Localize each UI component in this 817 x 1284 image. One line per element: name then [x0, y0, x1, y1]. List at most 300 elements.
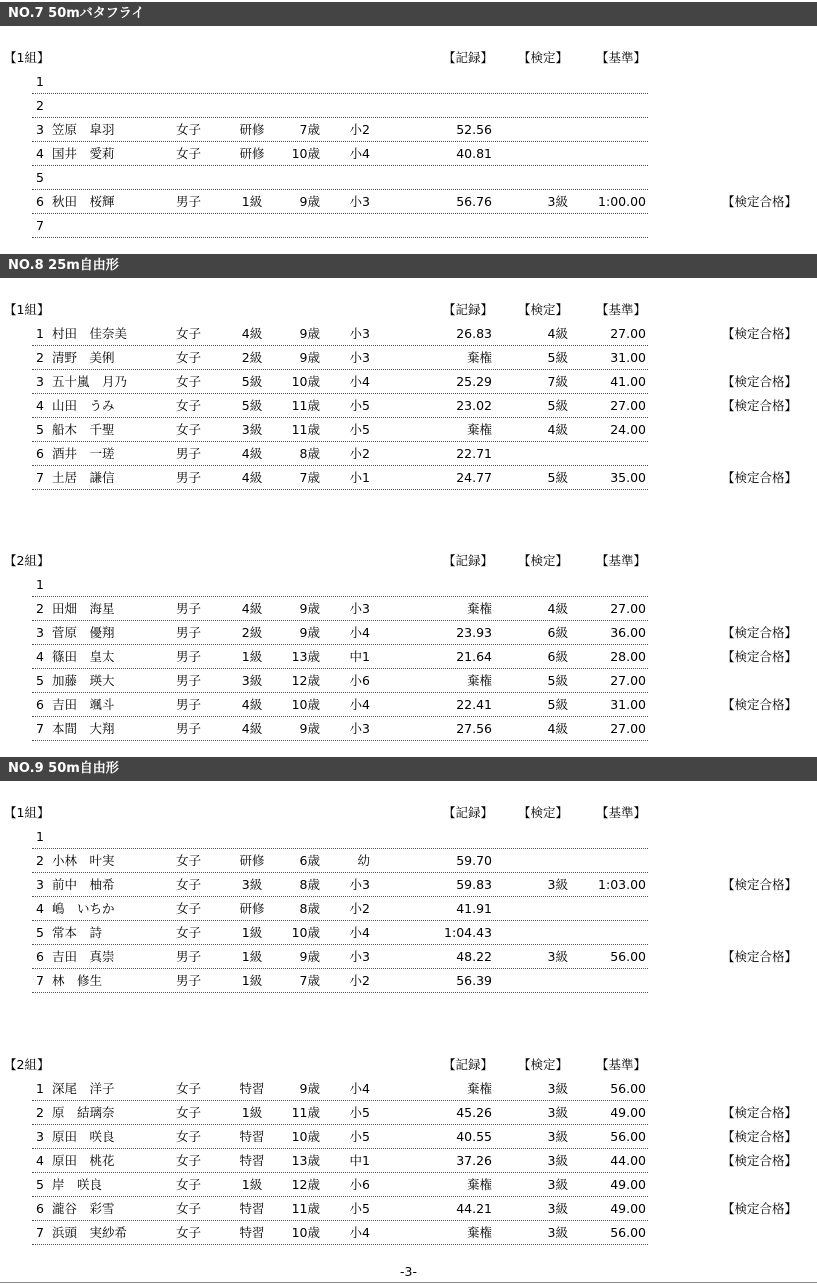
- record-cell: 44.21: [456, 1201, 492, 1216]
- age-cell: 9歳: [299, 326, 320, 341]
- qualify-cell: 4級: [547, 422, 568, 437]
- age-cell: 11歳: [291, 1105, 320, 1120]
- record-cell: 56.76: [456, 194, 492, 209]
- record-cell: 25.29: [456, 374, 492, 389]
- school-grade-cell: 小5: [349, 398, 370, 413]
- table-row: [0, 717, 817, 741]
- class-cell: 特習: [239, 1081, 265, 1096]
- class-cell: 4級: [241, 470, 263, 485]
- group-label: 【1組】: [4, 50, 50, 65]
- age-cell: 7歳: [299, 470, 320, 485]
- school-grade-cell: 小4: [349, 1081, 370, 1096]
- table-row: [0, 118, 817, 142]
- base-time-cell: 49.00: [610, 1201, 646, 1216]
- group-label: 【1組】: [4, 805, 50, 820]
- base-time-cell: 1:00.00: [598, 194, 646, 209]
- class-cell: 研修: [239, 853, 265, 868]
- age-cell: 6歳: [299, 853, 320, 868]
- result-badge: 【検定合格】: [722, 625, 798, 640]
- sex-cell: 女子: [176, 1225, 202, 1240]
- class-cell: 2級: [241, 350, 263, 365]
- table-row: [0, 346, 817, 370]
- swimmer-name: 笠原 皐羽: [52, 122, 115, 137]
- swimmer-name: 清野 美俐: [52, 350, 115, 365]
- school-grade-cell: 小3: [349, 721, 370, 736]
- lane-number: 4: [36, 146, 44, 161]
- qualify-cell: 3級: [547, 949, 568, 964]
- record-cell: 37.26: [456, 1153, 492, 1168]
- lane-number: 1: [36, 577, 44, 592]
- swimmer-name: 篠田 皇太: [52, 649, 115, 664]
- base-time-cell: 49.00: [610, 1177, 646, 1192]
- sex-cell: 女子: [176, 925, 202, 940]
- lane-number: 5: [36, 1177, 44, 1192]
- age-cell: 7歳: [299, 973, 320, 988]
- table-row: [0, 597, 817, 621]
- table-row: [0, 825, 817, 849]
- table-row: [0, 142, 817, 166]
- age-cell: 10歳: [291, 374, 320, 389]
- base-time-cell: 56.00: [610, 1225, 646, 1240]
- record-cell: 48.22: [456, 949, 492, 964]
- page-number: -3-: [400, 1264, 417, 1279]
- sex-cell: 女子: [176, 1105, 202, 1120]
- lane-number: 2: [36, 601, 44, 616]
- qualify-cell: 5級: [547, 470, 568, 485]
- class-cell: 4級: [241, 446, 263, 461]
- table-row: [0, 645, 817, 669]
- lane-number: 1: [36, 326, 44, 341]
- table-row: [0, 849, 817, 873]
- table-row: [0, 214, 817, 238]
- sex-cell: 男子: [176, 949, 202, 964]
- table-row: [0, 921, 817, 945]
- lane-number: 2: [36, 98, 44, 113]
- class-cell: 1級: [241, 1177, 263, 1192]
- table-row: [0, 370, 817, 394]
- table-row: [0, 573, 817, 597]
- base-time-cell: 49.00: [610, 1105, 646, 1120]
- age-cell: 10歳: [291, 1225, 320, 1240]
- lane-number: 2: [36, 350, 44, 365]
- school-grade-cell: 小4: [349, 697, 370, 712]
- lane-number: 7: [36, 721, 44, 736]
- swimmer-name: 船木 千聖: [52, 422, 115, 437]
- class-cell: 3級: [241, 422, 263, 437]
- lane-number: 7: [36, 470, 44, 485]
- class-cell: 研修: [239, 146, 265, 161]
- record-cell: 59.70: [456, 853, 492, 868]
- qualify-cell: 3級: [547, 877, 568, 892]
- qualify-cell: 7級: [547, 374, 568, 389]
- qualify-cell: 4級: [547, 601, 568, 616]
- record-cell: 棄権: [466, 673, 492, 688]
- group-header: [0, 46, 817, 70]
- qualify-cell: 5級: [547, 697, 568, 712]
- swimmer-name: 林 修生: [52, 973, 103, 988]
- table-row: [0, 466, 817, 490]
- table-row: [0, 873, 817, 897]
- base-time-cell: 56.00: [610, 1129, 646, 1144]
- class-cell: 4級: [241, 326, 263, 341]
- school-grade-cell: 小4: [349, 1225, 370, 1240]
- swimmer-name: 前中 柚希: [52, 877, 115, 892]
- result-badge: 【検定合格】: [722, 877, 798, 892]
- swimmer-name: 山田 うみ: [52, 398, 115, 413]
- base-time-cell: 36.00: [610, 625, 646, 640]
- sex-cell: 男子: [176, 194, 202, 209]
- group-header: [0, 298, 817, 322]
- lane-number: 3: [36, 625, 44, 640]
- result-badge: 【検定合格】: [722, 649, 798, 664]
- sex-cell: 女子: [176, 853, 202, 868]
- group-header: [0, 1053, 817, 1077]
- table-row: [0, 1077, 817, 1101]
- sex-cell: 男子: [176, 601, 202, 616]
- swimmer-name: 瀧谷 彩雪: [52, 1201, 115, 1216]
- swimmer-name: 田畑 海星: [52, 601, 115, 616]
- group-label: 【2組】: [4, 553, 50, 568]
- result-badge: 【検定合格】: [722, 1129, 798, 1144]
- base-time-cell: 27.00: [610, 673, 646, 688]
- qualify-cell: 5級: [547, 350, 568, 365]
- sex-cell: 女子: [176, 877, 202, 892]
- age-cell: 12歳: [291, 1177, 320, 1192]
- age-cell: 10歳: [291, 697, 320, 712]
- school-grade-cell: 小3: [349, 877, 370, 892]
- result-badge: 【検定合格】: [722, 194, 798, 209]
- lane-number: 6: [36, 949, 44, 964]
- group-header: [0, 549, 817, 573]
- age-cell: 13歳: [291, 1153, 320, 1168]
- record-cell: 棄権: [466, 1081, 492, 1096]
- bottom-rule: [0, 1282, 817, 1283]
- record-cell: 21.64: [456, 649, 492, 664]
- record-cell: 52.56: [456, 122, 492, 137]
- swimmer-name: 吉田 颯斗: [52, 697, 115, 712]
- result-badge: 【検定合格】: [722, 949, 798, 964]
- class-cell: 研修: [239, 901, 265, 916]
- base-time-cell: 56.00: [610, 1081, 646, 1096]
- age-cell: 9歳: [299, 1081, 320, 1096]
- row-underline: [32, 992, 648, 993]
- table-row: [0, 418, 817, 442]
- swimmer-name: 小林 叶実: [52, 853, 115, 868]
- swimmer-name: 加藤 瑛大: [52, 673, 115, 688]
- age-cell: 9歳: [299, 601, 320, 616]
- record-header: 【記録】: [443, 1057, 494, 1072]
- table-row: [0, 166, 817, 190]
- class-cell: 特習: [239, 1225, 265, 1240]
- class-cell: 3級: [241, 673, 263, 688]
- base-time-cell: 31.00: [610, 350, 646, 365]
- base-header: 【基準】: [596, 805, 647, 820]
- record-header: 【記録】: [443, 302, 494, 317]
- result-badge: 【検定合格】: [722, 1105, 798, 1120]
- age-cell: 8歳: [299, 446, 320, 461]
- result-badge: 【検定合格】: [722, 470, 798, 485]
- qualify-header: 【検定】: [518, 805, 569, 820]
- table-row: [0, 621, 817, 645]
- qualify-header: 【検定】: [518, 50, 569, 65]
- sex-cell: 男子: [176, 973, 202, 988]
- school-grade-cell: 小5: [349, 1129, 370, 1144]
- school-grade-cell: 幼: [357, 853, 370, 868]
- record-cell: 1:04.43: [444, 925, 492, 940]
- base-header: 【基準】: [596, 1057, 647, 1072]
- sex-cell: 男子: [176, 649, 202, 664]
- base-time-cell: 27.00: [610, 326, 646, 341]
- qualify-header: 【検定】: [518, 302, 569, 317]
- lane-number: 4: [36, 1153, 44, 1168]
- qualify-cell: 5級: [547, 398, 568, 413]
- qualify-header: 【検定】: [518, 1057, 569, 1072]
- record-cell: 40.55: [456, 1129, 492, 1144]
- lane-number: 4: [36, 649, 44, 664]
- lane-number: 2: [36, 853, 44, 868]
- sex-cell: 女子: [176, 422, 202, 437]
- table-row: [0, 1101, 817, 1125]
- record-header: 【記録】: [443, 553, 494, 568]
- base-time-cell: 27.00: [610, 721, 646, 736]
- age-cell: 10歳: [291, 1129, 320, 1144]
- event-title: NO.9 50m自由形: [0, 757, 817, 781]
- table-row: [0, 897, 817, 921]
- school-grade-cell: 中1: [349, 649, 370, 664]
- swimmer-name: 常本 詩: [52, 925, 103, 940]
- lane-number: 7: [36, 973, 44, 988]
- swimmer-name: 浜頭 実紗希: [52, 1225, 128, 1240]
- table-row: [0, 394, 817, 418]
- swimmer-name: 本間 大翔: [52, 721, 115, 736]
- qualify-cell: 4級: [547, 721, 568, 736]
- table-row: [0, 322, 817, 346]
- age-cell: 12歳: [291, 673, 320, 688]
- qualify-cell: 3級: [547, 1201, 568, 1216]
- age-cell: 9歳: [299, 721, 320, 736]
- swimmer-name: 深尾 洋子: [52, 1081, 115, 1096]
- event-title: NO.8 25m自由形: [0, 254, 817, 278]
- lane-number: 3: [36, 374, 44, 389]
- qualify-cell: 3級: [547, 194, 568, 209]
- age-cell: 8歳: [299, 877, 320, 892]
- school-grade-cell: 小4: [349, 374, 370, 389]
- base-header: 【基準】: [596, 302, 647, 317]
- base-header: 【基準】: [596, 553, 647, 568]
- table-row: [0, 693, 817, 717]
- age-cell: 11歳: [291, 422, 320, 437]
- class-cell: 1級: [241, 1105, 263, 1120]
- sex-cell: 男子: [176, 446, 202, 461]
- qualify-cell: 3級: [547, 1081, 568, 1096]
- school-grade-cell: 小2: [349, 901, 370, 916]
- lane-number: 5: [36, 170, 44, 185]
- swimmer-name: 原 結璃奈: [52, 1105, 115, 1120]
- age-cell: 10歳: [291, 925, 320, 940]
- swimmer-name: 秋田 桜輝: [52, 194, 115, 209]
- school-grade-cell: 小5: [349, 1201, 370, 1216]
- school-grade-cell: 小2: [349, 973, 370, 988]
- sex-cell: 女子: [176, 901, 202, 916]
- result-badge: 【検定合格】: [722, 1153, 798, 1168]
- school-grade-cell: 小2: [349, 122, 370, 137]
- lane-number: 2: [36, 1105, 44, 1120]
- record-cell: 59.83: [456, 877, 492, 892]
- table-row: [0, 1173, 817, 1197]
- sex-cell: 男子: [176, 673, 202, 688]
- age-cell: 9歳: [299, 350, 320, 365]
- table-row: [0, 669, 817, 693]
- school-grade-cell: 中1: [349, 1153, 370, 1168]
- swimmer-name: 岸 咲良: [52, 1177, 103, 1192]
- lane-number: 7: [36, 218, 44, 233]
- school-grade-cell: 小4: [349, 625, 370, 640]
- base-time-cell: 35.00: [610, 470, 646, 485]
- school-grade-cell: 小4: [349, 925, 370, 940]
- class-cell: 4級: [241, 601, 263, 616]
- age-cell: 7歳: [299, 122, 320, 137]
- table-row: [0, 1125, 817, 1149]
- result-badge: 【検定合格】: [722, 697, 798, 712]
- school-grade-cell: 小3: [349, 949, 370, 964]
- class-cell: 5級: [241, 398, 263, 413]
- record-cell: 24.77: [456, 470, 492, 485]
- base-time-cell: 31.00: [610, 697, 646, 712]
- swimmer-name: 酒井 一瑳: [52, 446, 115, 461]
- class-cell: 4級: [241, 721, 263, 736]
- sex-cell: 女子: [176, 1153, 202, 1168]
- school-grade-cell: 小3: [349, 194, 370, 209]
- qualify-cell: 6級: [547, 625, 568, 640]
- school-grade-cell: 小6: [349, 673, 370, 688]
- class-cell: 5級: [241, 374, 263, 389]
- class-cell: 4級: [241, 697, 263, 712]
- base-time-cell: 28.00: [610, 649, 646, 664]
- swimmer-name: 五十嵐 月乃: [52, 374, 128, 389]
- class-cell: 特習: [239, 1153, 265, 1168]
- row-underline: [32, 237, 648, 238]
- qualify-header: 【検定】: [518, 553, 569, 568]
- record-cell: 56.39: [456, 973, 492, 988]
- base-time-cell: 41.00: [610, 374, 646, 389]
- sex-cell: 男子: [176, 697, 202, 712]
- swimmer-name: 国井 愛莉: [52, 146, 115, 161]
- record-cell: 棄権: [466, 601, 492, 616]
- table-row: [0, 1221, 817, 1245]
- class-cell: 特習: [239, 1129, 265, 1144]
- qualify-cell: 3級: [547, 1105, 568, 1120]
- record-cell: 棄権: [466, 1177, 492, 1192]
- swimmer-name: 原田 桃花: [52, 1153, 115, 1168]
- event-title: NO.7 50mバタフライ: [0, 2, 817, 26]
- lane-number: 3: [36, 1129, 44, 1144]
- class-cell: 1級: [241, 194, 263, 209]
- lane-number: 7: [36, 1225, 44, 1240]
- qualify-cell: 3級: [547, 1225, 568, 1240]
- qualify-cell: 3級: [547, 1177, 568, 1192]
- base-time-cell: 56.00: [610, 949, 646, 964]
- lane-number: 1: [36, 74, 44, 89]
- sex-cell: 女子: [176, 374, 202, 389]
- group-label: 【1組】: [4, 302, 50, 317]
- result-badge: 【検定合格】: [722, 398, 798, 413]
- lane-number: 6: [36, 446, 44, 461]
- record-cell: 23.02: [456, 398, 492, 413]
- base-time-cell: 44.00: [610, 1153, 646, 1168]
- record-cell: 41.91: [456, 901, 492, 916]
- sex-cell: 女子: [176, 122, 202, 137]
- sex-cell: 女子: [176, 1177, 202, 1192]
- lane-number: 5: [36, 925, 44, 940]
- lane-number: 1: [36, 1081, 44, 1096]
- table-row: [0, 442, 817, 466]
- sex-cell: 男子: [176, 721, 202, 736]
- group-label: 【2組】: [4, 1057, 50, 1072]
- sex-cell: 女子: [176, 350, 202, 365]
- age-cell: 11歳: [291, 398, 320, 413]
- record-cell: 40.81: [456, 146, 492, 161]
- age-cell: 13歳: [291, 649, 320, 664]
- class-cell: 1級: [241, 949, 263, 964]
- class-cell: 研修: [239, 122, 265, 137]
- table-row: [0, 70, 817, 94]
- sex-cell: 女子: [176, 146, 202, 161]
- age-cell: 9歳: [299, 194, 320, 209]
- lane-number: 4: [36, 901, 44, 916]
- school-grade-cell: 小3: [349, 326, 370, 341]
- school-grade-cell: 小3: [349, 350, 370, 365]
- table-row: [0, 94, 817, 118]
- age-cell: 11歳: [291, 1201, 320, 1216]
- swimmer-name: 嶋 いちか: [52, 901, 115, 916]
- record-cell: 22.71: [456, 446, 492, 461]
- age-cell: 10歳: [291, 146, 320, 161]
- swimmer-name: 原田 咲良: [52, 1129, 115, 1144]
- class-cell: 2級: [241, 625, 263, 640]
- class-cell: 特習: [239, 1201, 265, 1216]
- table-row: [0, 190, 817, 214]
- record-cell: 棄権: [466, 1225, 492, 1240]
- swimmer-name: 土居 謙信: [52, 470, 115, 485]
- record-header: 【記録】: [443, 50, 494, 65]
- record-cell: 26.83: [456, 326, 492, 341]
- school-grade-cell: 小3: [349, 601, 370, 616]
- sex-cell: 男子: [176, 470, 202, 485]
- lane-number: 3: [36, 122, 44, 137]
- qualify-cell: 5級: [547, 673, 568, 688]
- lane-number: 5: [36, 422, 44, 437]
- class-cell: 1級: [241, 925, 263, 940]
- age-cell: 9歳: [299, 949, 320, 964]
- lane-number: 6: [36, 697, 44, 712]
- result-badge: 【検定合格】: [722, 1201, 798, 1216]
- row-underline: [32, 489, 648, 490]
- sex-cell: 女子: [176, 1201, 202, 1216]
- lane-number: 3: [36, 877, 44, 892]
- school-grade-cell: 小5: [349, 422, 370, 437]
- school-grade-cell: 小1: [349, 470, 370, 485]
- base-header: 【基準】: [596, 50, 647, 65]
- sex-cell: 女子: [176, 398, 202, 413]
- school-grade-cell: 小6: [349, 1177, 370, 1192]
- lane-number: 5: [36, 673, 44, 688]
- class-cell: 3級: [241, 877, 263, 892]
- record-cell: 27.56: [456, 721, 492, 736]
- table-row: [0, 1149, 817, 1173]
- sex-cell: 女子: [176, 1129, 202, 1144]
- qualify-cell: 6級: [547, 649, 568, 664]
- group-header: [0, 801, 817, 825]
